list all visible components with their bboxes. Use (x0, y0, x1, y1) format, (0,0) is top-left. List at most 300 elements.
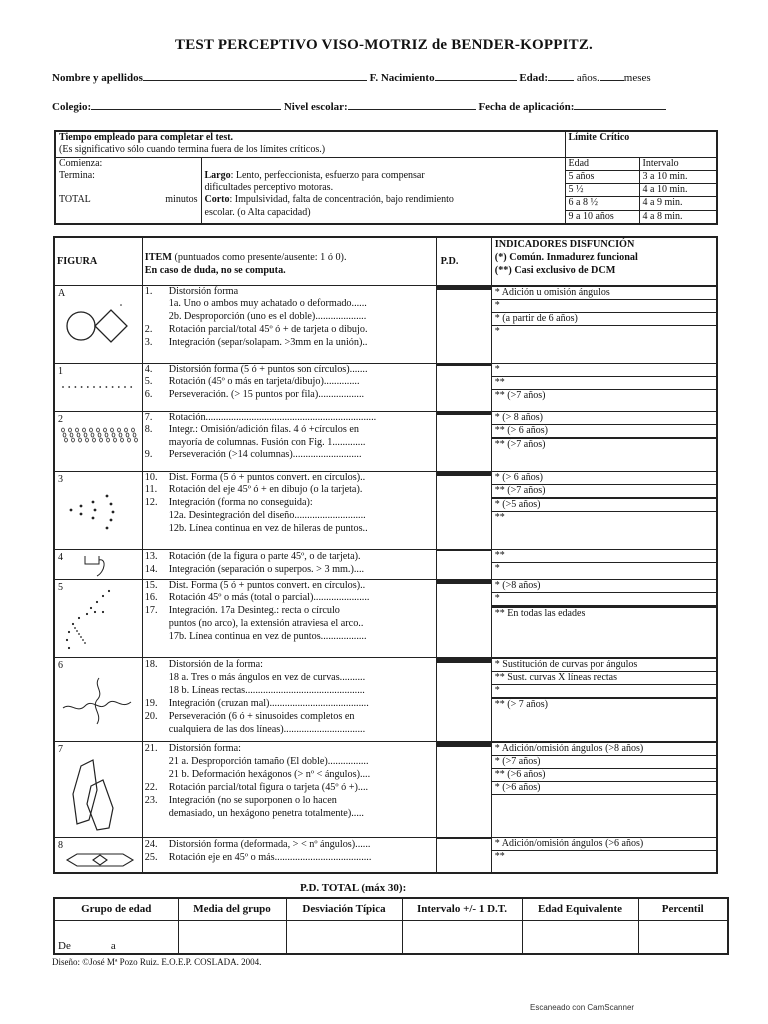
item-text (145, 472, 434, 485)
corto-label: Corto (204, 194, 230, 206)
limite-title: Límite Crítico (568, 132, 630, 143)
item-text (145, 851, 434, 864)
figure-8-drawing (65, 852, 135, 868)
figure-label: 6 (58, 659, 63, 671)
figure-group-row (54, 741, 717, 837)
figure-5-dot (72, 622, 74, 624)
item-text (145, 497, 434, 510)
limite-edad: 5 ½ (565, 184, 639, 197)
item-description: cualquiera de las dos líneas)................................ (168, 723, 366, 735)
limite-edad: 6 a 8 ½ (565, 197, 639, 210)
limite-intervalo: 3 a 10 min. (639, 170, 717, 183)
item-number: 5. (144, 376, 153, 387)
figure-2-drawing (59, 426, 141, 446)
indicator-cell: * (>8 años) (492, 580, 716, 593)
item-text (145, 523, 434, 536)
figura-header: FIGURA (57, 255, 98, 267)
item-text (145, 723, 434, 736)
items-table (53, 236, 718, 874)
item-text (145, 755, 434, 768)
indicator-cell: ** En todas las edades (494, 607, 586, 619)
edad-eq-cell[interactable] (522, 920, 638, 954)
figure-1-dot (106, 386, 108, 388)
figure-2-circle (112, 433, 115, 437)
limite-edad: 5 años (565, 170, 639, 183)
item-number: 11. (144, 484, 158, 496)
figure-5-dot (66, 638, 68, 640)
figure-3-dot (94, 508, 97, 511)
item-text (145, 424, 434, 437)
pd-cell[interactable] (437, 746, 491, 747)
item-text (145, 324, 434, 337)
item-description: Rotación................................................................... (168, 411, 377, 423)
indicator-cell: * (>6 años) (492, 782, 716, 795)
intervalo-header: Intervalo (639, 157, 717, 170)
indicator-cell: * (>7 años) (492, 756, 716, 769)
item-number: 10. (144, 471, 158, 483)
figure-5-drawing (61, 588, 141, 652)
figure-1-dot (112, 386, 114, 388)
figure-group-row (54, 579, 717, 657)
intervalo-cell[interactable] (402, 920, 522, 954)
figure-1-drawing (59, 382, 139, 392)
termina-label: Termina: (59, 169, 95, 181)
item-description: Integración (cruzan mal)....................................... (168, 697, 369, 709)
item-description: Distorsión forma (168, 285, 239, 297)
figure-a-drawing (61, 300, 139, 344)
item-description: Rotación del eje 45º ó + en dibujo (o la tarjeta). (168, 484, 363, 496)
figure-1-dot (118, 386, 120, 388)
edad-header: Edad (565, 157, 639, 170)
item-text (145, 838, 434, 851)
item-number: 14. (144, 563, 158, 575)
stats-col: Media del grupo (178, 898, 286, 920)
figure-2-circle (69, 428, 72, 432)
figure-5-dot (82, 639, 84, 641)
figure-label: A (58, 287, 66, 299)
figure-2-circle (86, 438, 89, 442)
ind-header-3: (**) Casi exclusivo de DCM (494, 265, 616, 276)
figure-5-dot (80, 636, 82, 638)
item-number: 4. (144, 363, 153, 375)
figure-1-dot (99, 386, 101, 388)
indicator-cell: ** (>7 años) (492, 485, 716, 498)
indicator-cell: * (a partir de 6 años) (492, 313, 716, 326)
item-description: Integración (forma no conseguida): (168, 497, 313, 509)
item-description: Distorsión forma: (168, 742, 241, 754)
figure-2-circle (79, 438, 82, 442)
item-number: 16. (144, 592, 158, 604)
figure-label: 3 (58, 473, 63, 485)
item-text (145, 605, 434, 618)
item-description: 17b. Línea continua en vez de puntos.................. (168, 630, 367, 642)
indicator-cell: ** (> 6 años) (492, 425, 716, 438)
meses-label: meses (623, 72, 651, 84)
item-number: 25. (144, 851, 158, 863)
item-description: Integración. 17a Desinteg.: recta o círculo (168, 605, 340, 617)
pd-cell[interactable] (437, 838, 491, 839)
item-description: 21 a. Desproporción tamaño (El doble)................ (168, 755, 369, 767)
item-number: 8. (144, 424, 153, 435)
item-description: Rotación parcial/total figura o tarjeta (45º ó +).... (168, 781, 369, 793)
figure-5-dot (78, 633, 80, 635)
indicator-cell: ** (492, 377, 716, 390)
item-description: Integración (separ/solapam. >3mm en la unión).. (168, 336, 368, 348)
item-number: 22. (144, 781, 158, 793)
media-cell[interactable] (178, 920, 286, 954)
grupo-cell[interactable] (54, 920, 178, 954)
figure-2-circle (125, 428, 128, 432)
item-text (145, 671, 434, 684)
figure-group-row (54, 837, 717, 873)
item-text (145, 697, 434, 710)
figure-3-dot (110, 502, 113, 505)
figure-5-dot (78, 616, 80, 618)
item-text (145, 389, 434, 402)
figure-3-dot (112, 510, 115, 513)
indicator-cell: * Sustitución de curvas por ángulos (492, 659, 716, 672)
item-description: Integración (no se suporponen o lo hacen (168, 794, 337, 806)
item-description: 12a. Desintegración del diseño............................ (168, 509, 366, 521)
item-number: 15. (144, 579, 158, 591)
indicator-cell: ** (494, 511, 505, 523)
anos-label: años. (576, 72, 600, 84)
figure-2-circle (111, 428, 114, 432)
figure-2-circle (135, 438, 138, 442)
item-description: puntos (no arco), la extensión atraviesa el arco.. (168, 617, 364, 629)
largo-text-2: dificultades perceptivo motoras. (204, 182, 334, 194)
stats-table (53, 897, 729, 955)
indicator-cell: ** Sust. curvas X líneas rectas (492, 672, 716, 685)
item-description: demasiado, un hexágono penetra totalmente)..... (168, 807, 364, 819)
figure-1-dot (75, 386, 77, 388)
item-description: Rotación parcial/total 45º ó + de tarjeta o dibujo. (168, 323, 368, 335)
item-text (145, 658, 434, 671)
item-text (145, 781, 434, 794)
item-note: (puntuados como presente/ausente: 1 ó 0). (174, 252, 347, 263)
item-text (145, 412, 434, 425)
indicator-cell: * (492, 593, 716, 606)
indicator-cell: ** (492, 550, 716, 563)
figure-group-row (54, 285, 717, 363)
item-text (145, 592, 434, 605)
desviacion-cell[interactable] (286, 920, 402, 954)
edad-label: Edad: (519, 72, 549, 84)
item-number: 2. (144, 323, 153, 335)
figure-2-circle (121, 438, 124, 442)
stats-col: Intervalo +/- 1 D.T. (402, 898, 522, 920)
item-description: Perseveración. (> 15 puntos por fila).................. (168, 388, 365, 400)
figure-5-dot (102, 610, 104, 612)
ind-header-1: INDICADORES DISFUNCIÓN (494, 239, 635, 250)
figure-2-circle (107, 438, 110, 442)
figure-2-circle (128, 438, 131, 442)
item-description: Perseveración (>14 columnas)........................... (168, 449, 362, 460)
figure-5-dot (102, 594, 104, 596)
stats-col: Percentil (638, 898, 728, 920)
item-number: 9. (144, 449, 153, 460)
figure-2-circle (77, 433, 80, 437)
item-description: 1a. Uno o ambos muy achatado o deformado...... (168, 298, 367, 310)
item-number: 13. (144, 550, 158, 562)
item-text (145, 807, 434, 820)
item-text (145, 376, 434, 389)
item-description: Rotación (45º o más en tarjeta/dibujo).............. (168, 376, 360, 387)
figure-group-row (54, 363, 717, 411)
figure-3-drawing (59, 486, 141, 536)
figure-2-circle (93, 438, 96, 442)
indicator-cell: * Adición/omisión ángulos (>6 años) (492, 838, 716, 851)
figure-2-circle (62, 428, 65, 432)
item-description: Dist. Forma (5 ó + puntos convert. en círculos).. (168, 579, 366, 591)
figure-label: 8 (58, 839, 63, 851)
item-text (145, 794, 434, 807)
pd-cell[interactable] (437, 289, 491, 290)
item-description: Rotación eje en 45º o más...................................... (168, 851, 372, 863)
figure-2-circle (126, 433, 129, 437)
item-number: 20. (144, 710, 158, 722)
figure-1-dot (62, 386, 64, 388)
header-line-2 (52, 101, 666, 113)
item-text (145, 286, 434, 299)
footer: Diseño: ©José Mª Pozo Ruiz. E.O.E.P. COSLADA. 2004. (52, 957, 262, 967)
item-number: 24. (144, 838, 158, 850)
figure-label: 7 (58, 743, 63, 755)
figure-2-circle (105, 433, 108, 437)
item-number: 7. (144, 411, 153, 423)
item-description: Integración (separación o superpos. > 3 mm.).... (168, 563, 365, 575)
figure-1-dot (130, 386, 132, 388)
figure-group-row (54, 657, 717, 741)
figure-1-dot (124, 386, 126, 388)
figure-3-dot (106, 526, 109, 529)
pd-cell[interactable] (437, 414, 491, 415)
fecha-field[interactable] (574, 101, 666, 110)
figure-2-circle (97, 428, 100, 432)
edad-field[interactable] (548, 72, 574, 81)
colegio-label: Colegio: (52, 101, 92, 113)
item-number: 3. (144, 336, 153, 348)
figure-5-dot (90, 606, 92, 608)
nombre-field[interactable] (143, 72, 367, 81)
item-number: 18. (144, 658, 158, 670)
item-text (145, 364, 434, 377)
nombre-label: Nombre y apellidos (52, 72, 143, 84)
figure-5-dot (84, 642, 86, 644)
indicator-cell: * (492, 300, 716, 313)
colegio-field[interactable] (91, 101, 281, 110)
corto-text: : Impulsividad, falta de concentración, bajo rendimiento (229, 194, 454, 206)
item-text (145, 631, 434, 644)
tiempo-table (54, 130, 718, 225)
item-text (145, 550, 434, 563)
item-description: Dist. Forma (5 ó + puntos convert. en círculos).. (168, 471, 366, 483)
indicator-cell: * (494, 325, 500, 337)
pd-cell[interactable] (437, 550, 491, 551)
item-text (145, 580, 434, 593)
fnac-field[interactable] (435, 72, 517, 81)
figure-2-circle (132, 428, 135, 432)
header-line-1 (52, 72, 651, 84)
figure-2-circle (65, 438, 68, 442)
total-label: TOTAL (59, 194, 91, 206)
indicator-cell: * (>5 años) (492, 499, 716, 512)
figure-3-dot (92, 500, 95, 503)
figure-2-circle (70, 433, 73, 437)
item-description: Distorsión forma (5 ó + puntos son círculos)....... (168, 363, 368, 375)
indicator-cell: ** (>6 años) (492, 769, 716, 782)
stats-col: Edad Equivalente (522, 898, 638, 920)
item-description: mayoría de columnas. Fusión con Fig. 1............. (168, 436, 366, 448)
figure-3-dot (110, 518, 113, 521)
limite-edad: 9 a 10 años (565, 210, 639, 224)
figure-7-drawing (65, 758, 125, 834)
indicator-cell: ** (>7 años) (494, 389, 546, 401)
indicator-cell: * (> 8 años) (492, 412, 716, 425)
item-text (145, 684, 434, 697)
item-number: 1. (144, 285, 153, 297)
figure-5-dot (76, 630, 78, 632)
figure-6-drawing (59, 672, 141, 732)
indicator-cell: ** (> 7 años) (494, 698, 548, 710)
item-number: 6. (144, 388, 153, 400)
figure-label: 1 (58, 365, 63, 377)
figure-3-dot (80, 512, 83, 515)
fnac-label: F. Nacimiento (369, 72, 435, 84)
pd-cell[interactable] (437, 662, 491, 663)
item-number: 17. (144, 605, 158, 617)
item-text (145, 510, 434, 523)
item-text (145, 563, 434, 576)
item-description: 2b. Desproporción (uno es el doble).................... (168, 311, 367, 323)
limite-intervalo: 4 a 8 min. (639, 210, 717, 224)
item-description: Integr.: Omisión/adición filas. 4 ó +círculos en (168, 424, 359, 435)
pd-cell[interactable] (437, 475, 491, 476)
item-description: Rotación 45º o más (total o parcial)...................... (168, 592, 370, 604)
largo-text: : Lento, perfeccionista, esfuerzo para compensar (230, 169, 425, 181)
figure-1-dot (93, 386, 95, 388)
item-number: 23. (144, 794, 158, 806)
figure-5-dot (68, 646, 70, 648)
figure-5-dot (108, 589, 110, 591)
item-text (145, 437, 434, 450)
item-description: Distorsión forma (deformada, > < nº ángulos)...... (168, 838, 371, 850)
ind-header-2: (*) Común. Inmadurez funcional (494, 252, 638, 263)
figure-5-dot (96, 600, 98, 602)
percentil-cell[interactable] (638, 920, 728, 954)
figure-label: 2 (58, 413, 63, 425)
item-description: Rotación (de la figura o parte 45º, o de tarjeta). (168, 550, 361, 562)
limite-intervalo: 4 a 9 min. (639, 197, 717, 210)
item-number: 21. (144, 742, 158, 754)
item-description: Perseveración (6 ó + sinusoides completos en (168, 710, 355, 722)
pd-cell[interactable] (437, 583, 491, 584)
fecha-label: Fecha de aplicación: (478, 101, 575, 113)
figure-label: 4 (58, 551, 63, 563)
scanner-note: Escaneado con CamScanner (530, 1003, 635, 1012)
item-description: 21 b. Deformación hexágonos (> nº < ángulos).... (168, 768, 371, 780)
figure-3-dot (106, 494, 109, 497)
item-description: 18 a. Tres o más ángulos en vez de curvas.......... (168, 671, 366, 683)
figure-5-dot (86, 612, 88, 614)
figure-2-circle (114, 438, 117, 442)
item-text (145, 742, 434, 755)
item-text (145, 618, 434, 631)
figure-2-circle (104, 428, 107, 432)
figure-2-circle (72, 438, 75, 442)
largo-label: Largo (204, 169, 231, 181)
figure-5-dot (94, 610, 96, 612)
figure-2-circle (100, 438, 103, 442)
indicator-cell: ** (>7 años) (494, 438, 546, 450)
meses-field[interactable] (600, 72, 624, 81)
figure-5-dot (68, 630, 70, 632)
figure-1-dot (81, 386, 83, 388)
item-header: ITEM (144, 252, 172, 263)
figure-3-dot (70, 508, 73, 511)
indicator-cell: * (> 6 años) (492, 472, 716, 485)
nivel-field[interactable] (348, 101, 476, 110)
item-text (145, 449, 434, 462)
indicator-cell: * (494, 562, 500, 574)
indicator-cell: * (492, 685, 716, 698)
item-text (145, 337, 434, 350)
item-note-2: En caso de duda, no se computa. (144, 265, 286, 276)
indicator-cell: * Adición u omisión ángulos (492, 287, 716, 300)
page-title: TEST PERCEPTIVO VISO-MOTRIZ de BENDER-KOPPITZ. (174, 37, 593, 53)
figure-group-row (54, 411, 717, 471)
item-description: 12b. Línea continua en vez de hileras de puntos.. (168, 522, 368, 534)
figure-3-dot (80, 504, 83, 507)
figure-2-circle (76, 428, 79, 432)
figure-2-circle (83, 428, 86, 432)
figure-2-circle (91, 433, 94, 437)
figure-2-circle (84, 433, 87, 437)
stats-col: Desviación Típica (286, 898, 402, 920)
item-description: Distorsión de la forma: (168, 658, 263, 670)
nivel-label: Nivel escolar: (283, 101, 348, 113)
figure-label: 5 (58, 581, 63, 593)
figure-2-circle (118, 428, 121, 432)
figure-2-circle (90, 428, 93, 432)
pd-header: P.D. (440, 255, 459, 267)
indicator-cell: ** (494, 850, 505, 862)
figure-1-dot (87, 386, 89, 388)
item-text (145, 484, 434, 497)
pd-cell[interactable] (437, 365, 491, 366)
figure-2-circle (63, 433, 66, 437)
a-label: a (110, 940, 116, 952)
minutos-label: minutos (165, 194, 198, 206)
item-description: 18 b. Líneas rectas............................................... (168, 684, 365, 696)
corto-text-2: escolar. (o Alta capacidad) (204, 206, 311, 218)
de-label: De (58, 940, 71, 952)
comienza-label: Comienza: (59, 157, 103, 169)
indicator-cell: * (492, 364, 716, 377)
figure-5-dot (74, 627, 76, 629)
indicator-cell: * Adición/omisión ángulos (>8 años) (492, 743, 716, 756)
pd-total-label: P.D. TOTAL (máx 30): (300, 882, 407, 894)
item-text (145, 311, 434, 324)
figure-3-dot (92, 516, 95, 519)
figure-2-circle (133, 433, 136, 437)
figure-group-row (54, 549, 717, 579)
figure-4-drawing (81, 552, 131, 578)
item-text (145, 298, 434, 311)
figure-group-row (54, 471, 717, 549)
item-text (145, 768, 434, 781)
limite-intervalo: 4 a 10 min. (639, 184, 717, 197)
